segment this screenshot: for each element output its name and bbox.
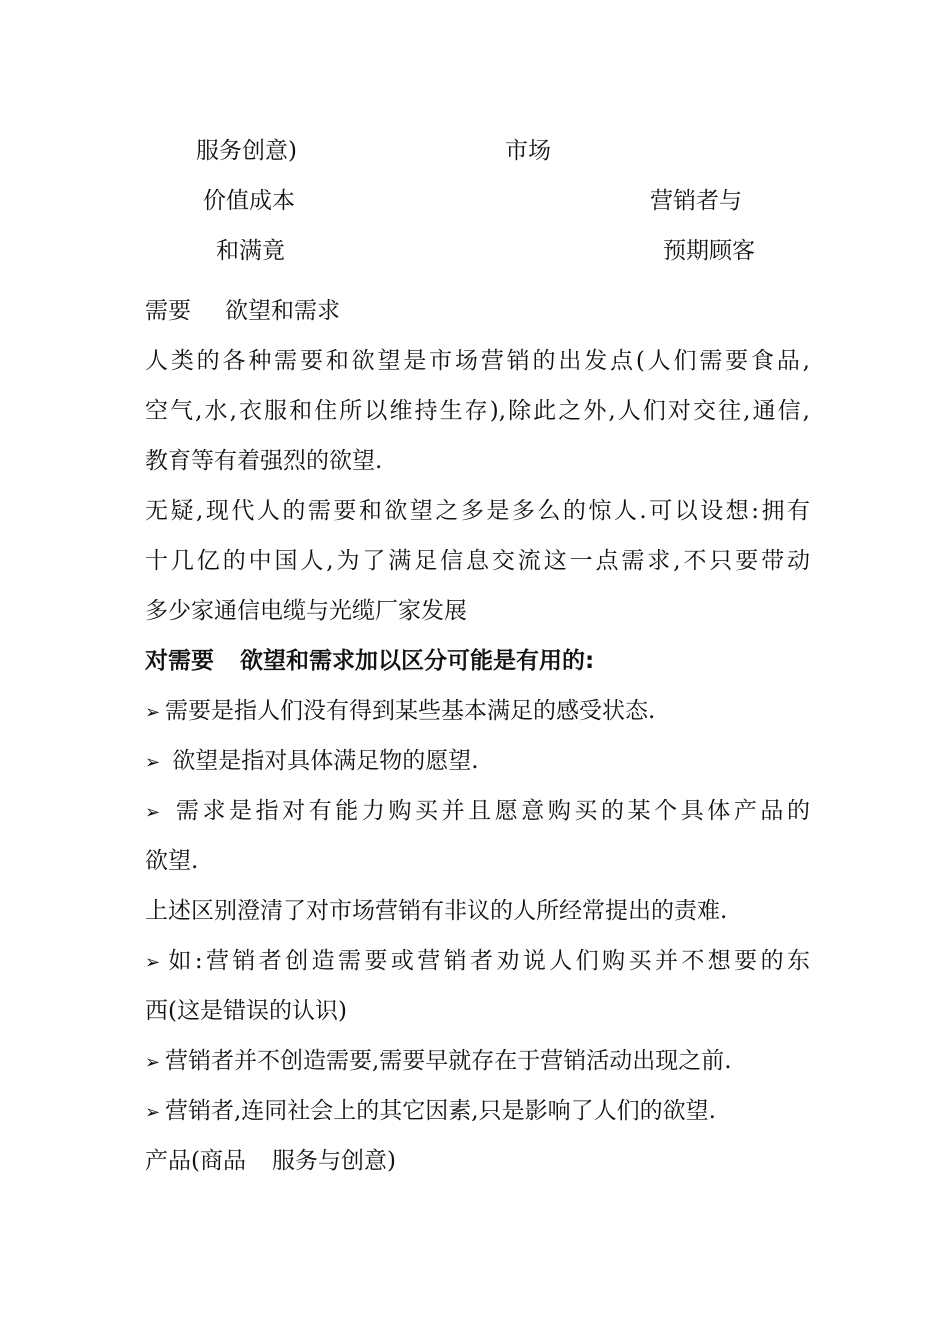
diagram-label-prospective-customer: 预期顾客 <box>663 238 755 264</box>
bullet-wants-text: 欲望是指对具体满足物的愿望. <box>165 748 479 774</box>
bullet-demand-line-2: 欲望. <box>145 848 199 874</box>
paragraph-1-line-2: 空气,水,衣服和住所以维持生存),除此之外,人们对交往,通信, <box>145 398 810 424</box>
bullet-marketers-influence-text: 营销者,连同社会上的其它因素,只是影响了人们的欲望. <box>165 1098 716 1124</box>
paragraph-2-line-3: 多少家通信电缆与光缆厂家发展 <box>145 598 467 624</box>
heading-needs-part-b: 欲望和需求 <box>225 298 340 324</box>
bullet-marketers-influence <box>145 1086 810 1136</box>
paragraph-2-line-1: 无疑,现代人的需要和欲望之多是多么的惊人.可以设想:拥有 <box>145 498 810 524</box>
diagram-label-service-idea: 服务创意) <box>196 138 297 164</box>
diagram-label-market: 市场 <box>505 138 551 164</box>
bullet-arrow-icon: ➢ <box>145 952 161 973</box>
bullet-demand-text: 需求是指对有能力购买并且愿意购买的某个具体产品的 <box>165 798 810 824</box>
section-heading-products <box>145 1136 810 1186</box>
section-heading-distinction <box>145 636 810 686</box>
heading-products-part-b: 服务与创意) <box>271 1148 396 1174</box>
heading-distinction-part-b: 欲望和需求加以区分可能是有用的: <box>240 648 595 674</box>
heading-distinction-part-a: 对需要 <box>145 648 214 674</box>
bullet-misconception-line-2: 西(这是错误的认识) <box>145 998 347 1024</box>
heading-needs-part-a: 需要 <box>145 298 191 324</box>
bullet-arrow-icon: ➢ <box>145 702 161 723</box>
bullet-arrow-icon: ➢ <box>145 1052 161 1073</box>
bullet-arrow-icon: ➢ <box>145 1102 161 1123</box>
document-body <box>145 286 810 1186</box>
bullet-needs <box>145 686 810 736</box>
paragraph-3: 上述区别澄清了对市场营销有非议的人所经常提出的责难. <box>145 898 728 924</box>
diagram-label-value-cost: 价值成本 <box>203 188 295 214</box>
section-heading-needs <box>145 286 810 336</box>
diagram-label-satisfaction: 和满竟 <box>216 238 285 264</box>
paragraph-2-line-2: 十几亿的中国人,为了满足信息交流这一点需求,不只要带动 <box>145 548 810 574</box>
heading-products-part-a: 产品(商品 <box>145 1148 246 1174</box>
paragraph-1-line-3: 教育等有着强烈的欲望. <box>145 448 383 474</box>
bullet-arrow-icon: ➢ <box>145 752 161 773</box>
diagram-label-marketer-and: 营销者与 <box>650 188 742 214</box>
bullet-arrow-icon: ➢ <box>145 802 161 823</box>
bullet-marketers-dont-create-text: 营销者并不创造需要,需要早就存在于营销活动出现之前. <box>165 1048 732 1074</box>
bullet-needs-text: 需要是指人们没有得到某些基本满足的感受状态. <box>165 698 656 724</box>
bullet-misconception-text: 如:营销者创造需要或营销者劝说人们购买并不想要的东 <box>165 948 810 974</box>
bullet-wants <box>145 736 810 786</box>
paragraph-1-line-1: 人类的各种需要和欲望是市场营销的出发点(人们需要食品, <box>145 348 810 374</box>
bullet-demand-line-1 <box>145 786 810 836</box>
bullet-marketers-dont-create <box>145 1036 810 1086</box>
bullet-misconception-line-1 <box>145 936 810 986</box>
